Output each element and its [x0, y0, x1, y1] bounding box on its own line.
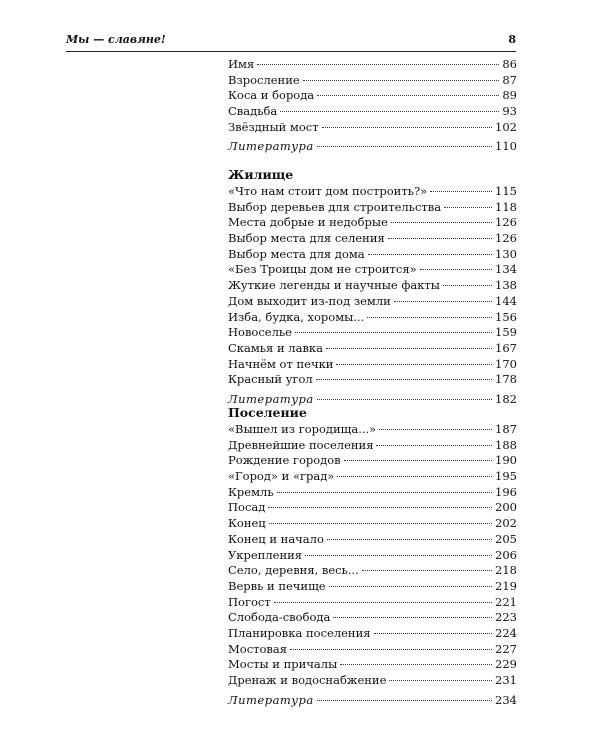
toc-entry-page: 102: [495, 119, 517, 134]
dot-leader: [290, 648, 492, 650]
toc-entry: [228, 372, 517, 388]
dot-leader: [420, 268, 492, 270]
toc-entry-page: 187: [495, 422, 517, 436]
dot-leader: [277, 491, 492, 493]
dot-leader: [303, 79, 500, 81]
dot-leader: [280, 110, 499, 112]
dot-leader: [388, 237, 492, 239]
toc-entry-title: Планировка поселения: [228, 625, 371, 640]
dot-leader: [257, 63, 499, 65]
toc-entry: [228, 278, 517, 294]
toc-entry: [228, 422, 517, 438]
toc-entry: [228, 200, 517, 216]
toc-entry-title: Имя: [228, 57, 255, 71]
dot-leader: [274, 601, 492, 603]
toc-entry-page: 190: [495, 453, 517, 468]
toc-entry: [228, 548, 517, 564]
toc-entry-title: Места добрые и недобрые: [228, 215, 388, 230]
toc-entry-title: Свадьба: [228, 104, 278, 119]
toc-entry-title: Выбор деревьев для строительства: [228, 199, 442, 214]
toc-entry-page: 115: [495, 184, 517, 198]
dot-leader: [362, 569, 492, 571]
dot-leader: [269, 522, 492, 524]
toc-entry-title: Кремль: [228, 484, 274, 499]
toc-entry-title: Конец: [228, 516, 266, 531]
toc-entry-page: 205: [495, 531, 517, 546]
section-heading-poselenie: Поселение: [228, 405, 307, 420]
toc-entry-title: «Без Троицы дом не строится»: [228, 262, 417, 277]
toc-entry-title: Село, деревня, весь...: [228, 563, 359, 578]
section-heading-zhilishche: Жилище: [228, 167, 294, 182]
toc-entry-title: Выбор места для селения: [228, 231, 385, 246]
toc-entry: [228, 184, 517, 200]
toc-block-2: [228, 184, 517, 408]
dot-leader: [367, 316, 492, 318]
toc-entry-title: Мостовая: [228, 641, 288, 656]
dot-leader: [394, 300, 492, 302]
toc-entry-page: 156: [495, 309, 517, 324]
dot-leader: [317, 699, 492, 701]
toc-entry: [228, 120, 517, 136]
toc-entry-page: 110: [495, 139, 517, 154]
dot-leader: [340, 663, 492, 665]
toc-entry-page: 87: [502, 72, 517, 87]
toc-entry-title: Литература: [228, 692, 314, 707]
toc-entry: [228, 341, 517, 357]
toc-entry-title: Укрепления: [228, 547, 303, 562]
toc-entry: [228, 563, 517, 579]
toc-entry: [228, 104, 517, 120]
toc-entry-title: Взросление: [228, 72, 300, 87]
dot-leader: [329, 585, 492, 587]
dot-leader: [430, 190, 492, 192]
toc-entry: [228, 453, 517, 469]
toc-entry-title: Дренаж и водоснабжение: [228, 673, 387, 687]
dot-leader: [317, 145, 492, 147]
toc-entry: [228, 516, 517, 532]
toc-entry: [228, 357, 517, 373]
dot-leader: [344, 459, 492, 461]
dot-leader: [322, 126, 492, 128]
toc-entry: [228, 500, 517, 516]
toc-block-3: [228, 422, 517, 708]
toc-entry-page: 167: [495, 340, 517, 355]
toc-entry-title: Начнём от печки: [228, 356, 334, 371]
toc-entry-page: 86: [502, 57, 517, 71]
toc-entry: [228, 88, 517, 104]
dot-leader: [337, 475, 492, 477]
dot-leader: [376, 444, 492, 446]
toc-entry-title: Жуткие легенды и научные факты: [228, 278, 440, 293]
toc-entry-page: 188: [495, 437, 517, 452]
toc-entry: [228, 73, 517, 89]
toc-entry: [228, 310, 517, 326]
toc-entry-title: Звёздный мост: [228, 119, 319, 134]
toc-entry-title: Коса и борода: [228, 88, 315, 103]
toc-entry-title: Посад: [228, 500, 266, 515]
toc-entry: [228, 438, 517, 454]
dot-leader: [443, 284, 492, 286]
dot-leader: [316, 378, 492, 380]
dot-leader: [305, 554, 492, 556]
toc-entry-title: Конец и начало: [228, 531, 324, 546]
toc-entry: [228, 469, 517, 485]
toc-entry-title: Мосты и причалы: [228, 657, 338, 672]
toc-entry-title: Скамья и лавка: [228, 340, 323, 355]
toc-entry: [228, 325, 517, 341]
toc-entry-title: «Что нам стоит дом построить?»: [228, 184, 428, 198]
toc-entry-title: «Вышел из городища...»: [228, 422, 377, 436]
toc-entry-page: 227: [495, 641, 517, 656]
dot-leader: [379, 428, 492, 430]
toc-entry: [228, 610, 517, 626]
toc-entry-page: 182: [495, 391, 517, 406]
toc-entry: [228, 294, 517, 310]
toc-entry-page: 200: [495, 500, 517, 515]
toc-entry-title: Дом выходит из-под земли: [228, 293, 391, 308]
toc-entry-title: Литература: [228, 139, 314, 154]
toc-entry: [228, 485, 517, 501]
toc-entry: [228, 642, 517, 658]
toc-entry-title: Красный угол: [228, 372, 313, 387]
dot-leader: [268, 506, 492, 508]
toc-entry-page: 221: [495, 594, 517, 609]
toc-entry-page: 93: [502, 104, 517, 119]
dot-leader: [327, 538, 492, 540]
toc-entry-title: Выбор места для дома: [228, 246, 365, 261]
toc-literature-entry: [228, 693, 517, 709]
toc-entry-page: 134: [495, 262, 517, 277]
toc-block-1: [228, 57, 517, 155]
toc-entry: [228, 657, 517, 673]
toc-entry-page: 126: [495, 215, 517, 230]
running-title: Мы — славяне!: [66, 33, 166, 46]
toc-entry-title: Слобода-свобода: [228, 610, 331, 625]
toc-entry-page: 224: [495, 625, 517, 640]
toc-literature-entry: [228, 139, 517, 155]
toc-entry: [228, 231, 517, 247]
toc-entry-page: 126: [495, 231, 517, 246]
toc-entry: [228, 247, 517, 263]
toc-entry-title: Литература: [228, 391, 314, 406]
toc-entry-page: 202: [495, 516, 517, 531]
toc-entry-page: 231: [495, 673, 517, 687]
toc-entry: [228, 673, 517, 689]
page-number: 8: [508, 33, 516, 46]
toc-entry: [228, 262, 517, 278]
dot-leader: [295, 331, 492, 333]
toc-entry-page: 223: [495, 610, 517, 625]
dot-leader: [336, 363, 492, 365]
toc-entry-title: «Город» и «град»: [228, 469, 335, 484]
dot-leader: [317, 94, 499, 96]
toc-entry-page: 218: [495, 563, 517, 578]
dot-leader: [391, 221, 492, 223]
dot-leader: [374, 632, 493, 634]
toc-entry-page: 144: [495, 293, 517, 308]
toc-entry-title: Рождение городов: [228, 453, 341, 468]
toc-entry-title: Новоселье: [228, 325, 292, 340]
toc-entry-title: Древнейшие поселения: [228, 437, 374, 452]
toc-entry: [228, 57, 517, 73]
toc-entry-page: 234: [495, 692, 517, 707]
dot-leader: [333, 616, 492, 618]
running-header: [66, 33, 516, 52]
toc-entry: [228, 532, 517, 548]
toc-entry-title: Погост: [228, 594, 271, 609]
toc-entry-page: 219: [495, 578, 517, 593]
toc-entry-page: 89: [502, 88, 517, 103]
toc-entry-page: 195: [495, 469, 517, 484]
toc-entry-page: 170: [495, 356, 517, 371]
toc-entry-page: 159: [495, 325, 517, 340]
dot-leader: [389, 679, 492, 681]
toc-entry-page: 178: [495, 372, 517, 387]
toc-entry-page: 206: [495, 547, 517, 562]
toc-entry: [228, 595, 517, 611]
toc-entry-page: 130: [495, 246, 517, 261]
toc-entry-page: 229: [495, 657, 517, 672]
toc-entry: [228, 626, 517, 642]
toc-entry-title: Вервь и печище: [228, 578, 326, 593]
dot-leader: [317, 398, 492, 400]
toc-entry-page: 138: [495, 278, 517, 293]
toc-entry-page: 118: [495, 199, 517, 214]
toc-entry-title: Изба, будка, хоромы...: [228, 309, 365, 324]
toc-entry-page: 196: [495, 484, 517, 499]
dot-leader: [444, 206, 492, 208]
toc-entry: [228, 215, 517, 231]
dot-leader: [368, 253, 492, 255]
dot-leader: [326, 347, 492, 349]
toc-entry: [228, 579, 517, 595]
